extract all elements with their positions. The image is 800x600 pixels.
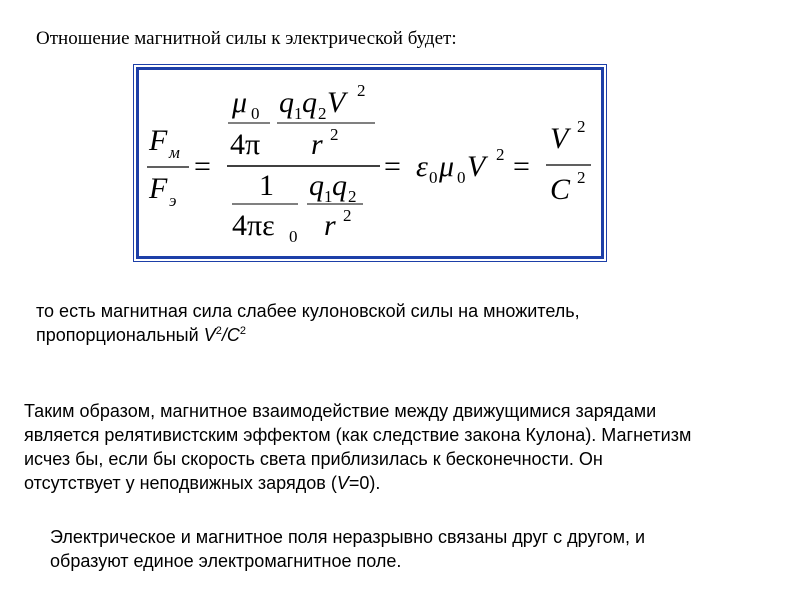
eps-mu-v-term [416,145,505,187]
v-upper: V [327,86,346,119]
r-upper-exp: 2 [330,125,339,144]
c-den-exp: 2 [577,168,586,187]
para2-line4-prefix: отсутствует у неподвижных зарядов ( [24,473,337,493]
ratio-exp-1: 2 [215,325,222,337]
one-lower: 1 [259,169,274,202]
para2-line3: исчез бы, если бы скорость света приблизилась к бесконечности. Он [24,449,603,469]
ratio-slash-c: /C [221,325,240,345]
v-rhs-exp: 2 [496,145,505,164]
eps-sub-zero: 0 [429,168,438,187]
para1-line2-prefix: пропорциональный [36,325,204,345]
paragraph-em-field [50,525,790,573]
lhs-fraction [147,124,189,210]
q-1-upper: q [279,86,294,119]
para2-line4-var: V [336,473,349,493]
heading: Отношение магнитной силы к электрической будет: [36,28,457,49]
lhs-den-sub: э [169,191,177,210]
ratio-exp-2: 2 [239,325,246,337]
equals-sign-2: = [384,150,401,183]
q-2-lower: q [332,169,347,202]
equals-sign-1: = [194,150,211,183]
para2-line4-suffix: =0). [348,473,381,493]
q-2-upper-sub: 2 [318,104,327,123]
mu-symbol: μ [232,86,248,119]
eps-symbol: ε [416,150,428,183]
lhs-num-f: F [149,124,168,157]
eps-lower-sub: 0 [289,227,298,246]
r-lower-exp: 2 [343,206,352,225]
mu-rhs-sub-zero: 0 [457,168,466,187]
force-ratio-formula [139,70,601,256]
mu-sub-zero: 0 [251,104,260,123]
para2-line1: Таким образом, магнитное взаимодействие между движущимися зарядами [24,401,657,421]
v-upper-exp: 2 [357,81,366,100]
v-over-c-fraction [546,117,591,206]
paragraph-ratio [36,299,756,347]
q-1-lower: q [309,169,324,202]
equals-sign-3: = [513,150,530,183]
paragraph-relativistic [24,399,794,495]
compound-fraction [227,81,380,246]
q-2-upper: q [302,86,317,119]
para3-line1: Электрическое и магнитное поля неразрывно связаны друг с другом, и [50,527,646,547]
q-2-lower-sub: 2 [348,187,357,206]
lhs-den-f: F [149,172,168,205]
c-den: C [550,173,571,206]
para1-line1: то есть магнитная сила слабее кулоновской силы на множитель, [36,301,580,321]
v-num-exp: 2 [577,117,586,136]
four-pi-eps-lower: 4πε [232,209,275,242]
lhs-num-sub: м [169,143,180,162]
v-num: V [550,122,569,155]
para3-line2: образуют единое электромагнитное поле. [50,551,402,571]
r-upper: r [311,128,323,161]
four-pi-upper: 4π [230,128,261,161]
r-lower: r [324,209,336,242]
mu-symbol-rhs: μ [439,150,455,183]
ratio-v: V [203,325,216,345]
q-1-upper-sub: 1 [294,104,303,123]
v-rhs: V [467,150,486,183]
q-1-lower-sub: 1 [324,187,333,206]
formula-box [136,67,604,259]
para2-line2: является релятивистским эффектом (как следствие закона Кулона). Магнетизм [24,425,692,445]
